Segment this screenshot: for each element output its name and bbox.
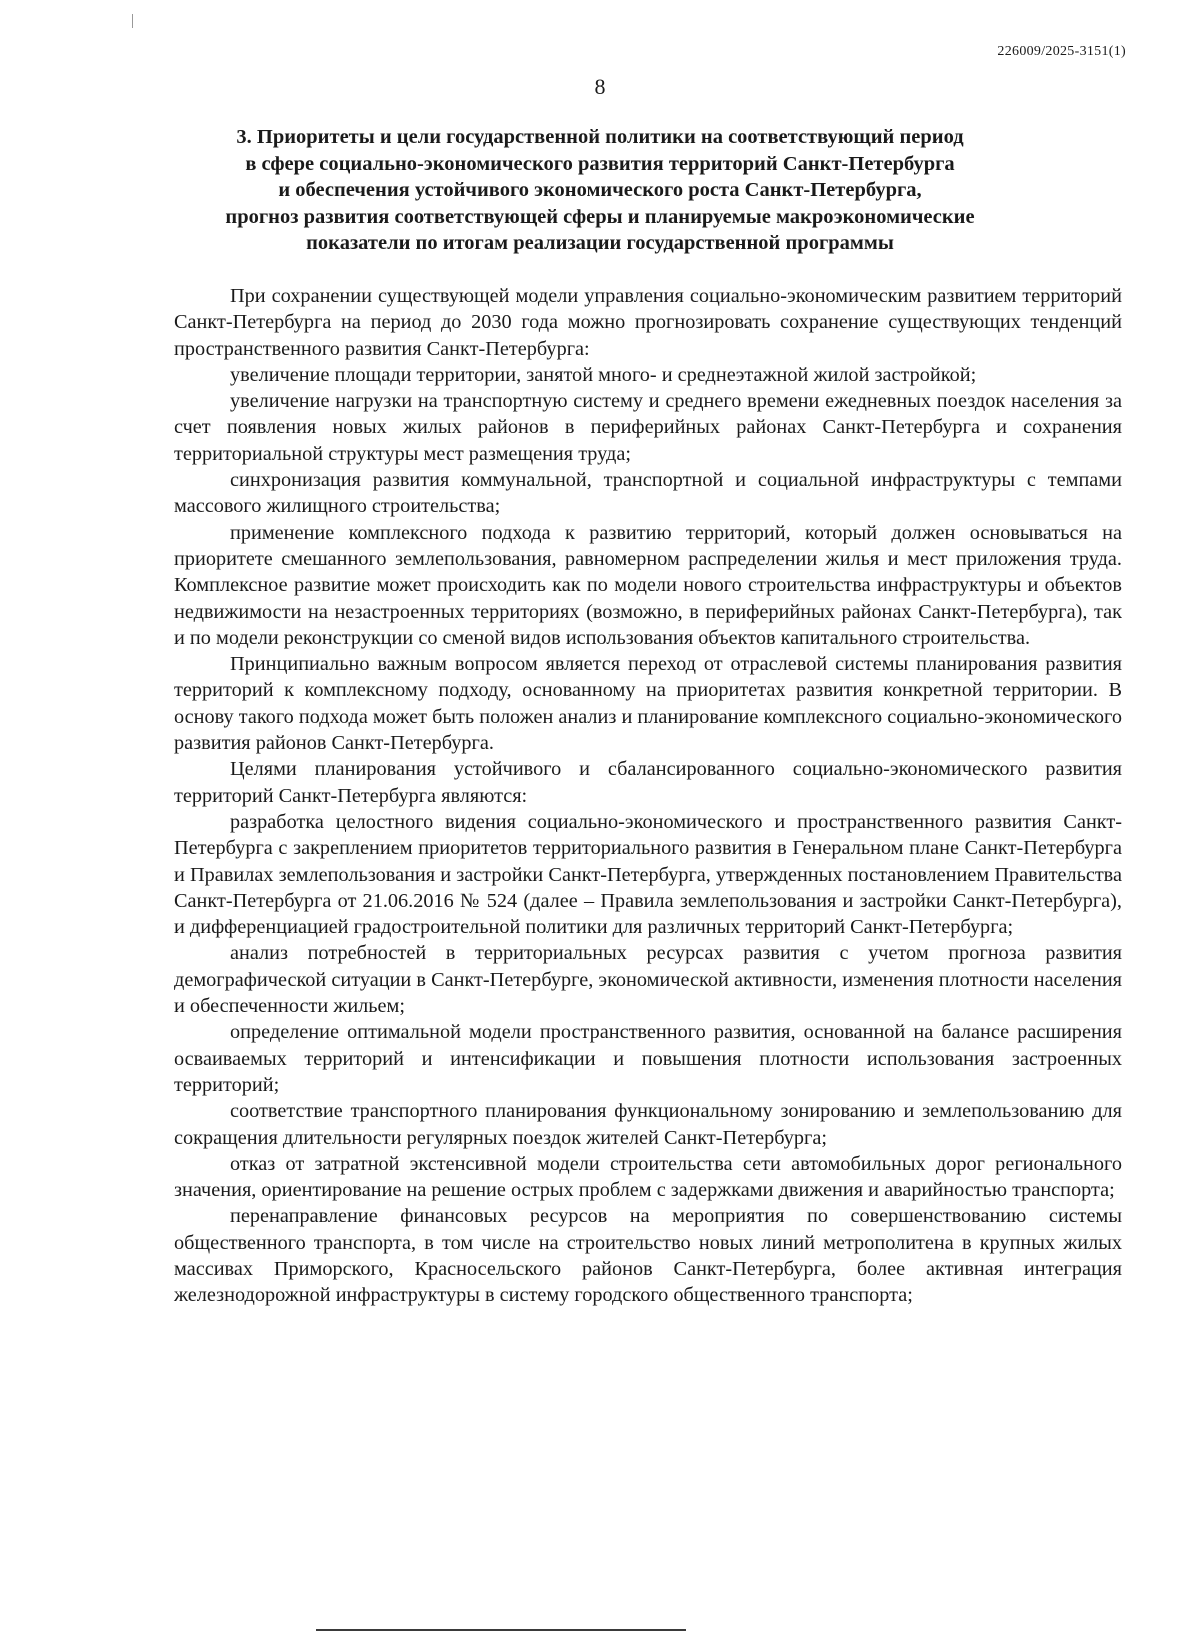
body-text [174,283,1122,1309]
list-item: синхронизация развития коммунальной, транспортной и социальной инфраструктуры с темпами массового жилищного строительства; [174,469,1122,518]
list-item: разработка целостного видения социально-экономического и пространственного развития Санкт-Петербурга с закреплением приоритетов территориального развития в Генеральном плане Санкт-Петербурга и Правилах землепользования и застройки Санкт-Петербурга, утвержденных постановлением Правительства Санкт-Петербурга от 21.06.2016 № 524 (далее – Правила землепользования и застройки Санкт-Петербурга), и дифференциацией градостроительной политики для различных территорий Санкт-Петербурга; [174,810,1122,939]
paragraph: Принципиально важным вопросом является переход от отраслевой системы планирования развития территорий к комплексному подходу, основанному на приоритетах развития конкретной территории. В основу такого подхода может быть положен анализ и планирование комплексного социально-экономического развития районов Санкт-Петербурга. [174,653,1122,755]
list-item: определение оптимальной модели пространственного развития, основанной на балансе расширения осваиваемых территорий и интенсификации и повышения плотности использования застроенных территорий; [174,1021,1122,1096]
bottom-rule [316,1629,686,1631]
paragraph: Целями планирования устойчивого и сбалансированного социально-экономического развития территорий Санкт-Петербурга являются: [174,758,1122,807]
section-heading [150,124,1050,257]
list-item: увеличение площади территории, занятой много- и среднеэтажной жилой застройкой; [230,363,977,386]
list-item: анализ потребностей в территориальных ресурсах развития с учетом прогноза развития демографической ситуации в Санкт-Петербурге, экономической активности, изменения плотности населения и обеспеченности жильем; [174,942,1122,1018]
list-item: применение комплексного подхода к развитию территорий, который должен основываться на приоритете смешанного землепользования, равномерном распределении жилья и мест приложения труда. Комплексное развитие может происходить как по модели нового строительства инфраструктуры и объектов недвижимости на незастроенных территориях (возможно, в периферийных районах Санкт-Петербурга), так и по модели реконструкции со сменой видов использования объектов капитального строительства. [174,521,1122,649]
heading-line: 3. Приоритеты и цели государственной политики на соответствующий период [236,126,964,148]
document-id: 226009/2025-3151(1) [997,44,1126,59]
paragraph: При сохранении существующей модели управления социально-экономическим развитием территорий Санкт-Петербурга на период до 2030 года можно прогнозировать сохранение существующих тенденций пространственного развития Санкт-Петербурга: [174,285,1122,360]
heading-line: показатели по итогам реализации государственной программы [306,232,894,254]
list-item: отказ от затратной экстенсивной модели строительства сети автомобильных дорог регионального значения, ориентирование на решение острых проблем с задержками движения и аварийностью транспорта; [174,1152,1122,1202]
heading-line: и обеспечения устойчивого экономического роста Санкт-Петербурга, [278,179,922,201]
heading-line: в сфере социально-экономического развития территорий Санкт-Петербурга [245,152,955,175]
page-number: 8 [594,74,606,99]
heading-line: прогноз развития соответствующей сферы и планируемые макроэкономические [225,205,975,228]
list-item: соответствие транспортного планирования функциональному зонированию и землепользованию для сокращения длительности регулярных поездок жителей Санкт-Петербурга; [174,1100,1122,1149]
list-item: перенаправление финансовых ресурсов на мероприятия по совершенствованию системы общественного транспорта, в том числе на строительство новых линий метрополитена в крупных жилых массивах Приморского, Красносельского районов Санкт-Петербурга, более активная интеграция железнодорожной инфраструктуры в систему городского общественного транспорта; [174,1205,1122,1307]
list-item: увеличение нагрузки на транспортную систему и среднего времени ежедневных поездок населения за счет появления новых жилых районов в периферийных районах Санкт-Петербурга и сохранения территориальной структуры мест размещения труда; [174,390,1122,465]
scan-artifact [132,14,133,28]
